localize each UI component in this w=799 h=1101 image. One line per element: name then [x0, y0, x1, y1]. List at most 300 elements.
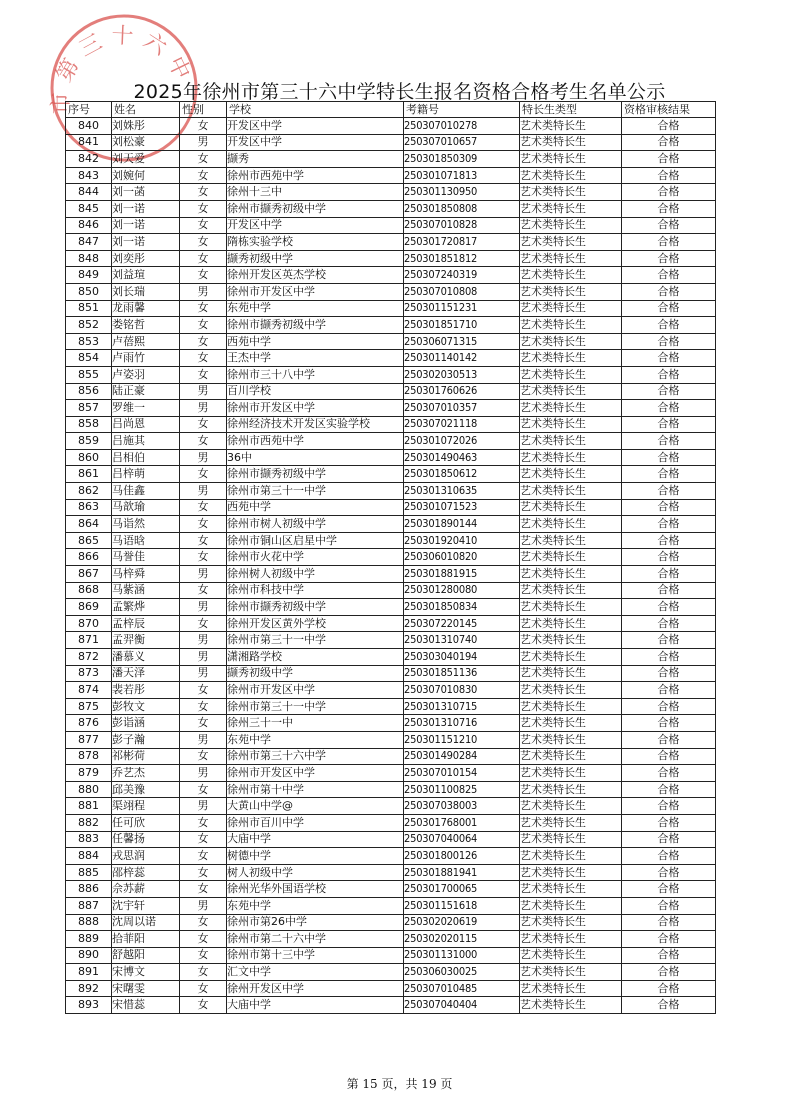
header-exam-id: 考籍号 — [404, 102, 520, 118]
cell-type: 艺术类特长生 — [520, 881, 622, 898]
table-row — [66, 383, 716, 400]
cell-sex: 男 — [180, 632, 227, 649]
cell-school: 树德中学 — [227, 848, 404, 865]
cell-name: 孟梓辰 — [112, 615, 180, 632]
cell-name: 彭诣涵 — [112, 715, 180, 732]
cell-exam-id: 250301072026 — [404, 433, 520, 450]
cell-name: 邵梓蕊 — [112, 864, 180, 881]
cell-school: 徐州市第三十一中学 — [227, 632, 404, 649]
cell-no: 853 — [66, 333, 112, 350]
cell-exam-id: 250301720817 — [404, 234, 520, 251]
cell-exam-id: 250301851710 — [404, 317, 520, 334]
cell-school: 徐州市三十八中学 — [227, 366, 404, 383]
cell-name: 娄铭哲 — [112, 317, 180, 334]
cell-name: 沈宇轩 — [112, 897, 180, 914]
cell-result: 合格 — [622, 582, 716, 599]
cell-sex: 女 — [180, 931, 227, 948]
cell-no: 881 — [66, 798, 112, 815]
cell-name: 潘天泽 — [112, 665, 180, 682]
cell-name: 宋惜蕊 — [112, 997, 180, 1014]
cell-name: 拾菲阳 — [112, 931, 180, 948]
cell-exam-id: 250301310715 — [404, 698, 520, 715]
table-row — [66, 134, 716, 151]
cell-result: 合格 — [622, 267, 716, 284]
cell-exam-id: 250301890144 — [404, 516, 520, 533]
cell-exam-id: 250301920410 — [404, 532, 520, 549]
table-row — [66, 234, 716, 251]
cell-school: 百川学校 — [227, 383, 404, 400]
cell-name: 邱美豫 — [112, 781, 180, 798]
cell-name: 刘长瑞 — [112, 283, 180, 300]
cell-sex: 女 — [180, 118, 227, 135]
cell-result: 合格 — [622, 217, 716, 234]
cell-exam-id: 250301490463 — [404, 449, 520, 466]
cell-name: 渠翊程 — [112, 798, 180, 815]
cell-no: 843 — [66, 167, 112, 184]
cell-sex: 男 — [180, 566, 227, 583]
cell-name: 龙雨馨 — [112, 300, 180, 317]
cell-sex: 女 — [180, 516, 227, 533]
cell-sex: 男 — [180, 449, 227, 466]
cell-exam-id: 250306010820 — [404, 549, 520, 566]
cell-name: 刘婉何 — [112, 167, 180, 184]
cell-name: 刘姝彤 — [112, 118, 180, 135]
cell-exam-id: 250301310635 — [404, 483, 520, 500]
header-name: 姓名 — [112, 102, 180, 118]
cell-name: 罗维一 — [112, 400, 180, 417]
cell-name: 马诣然 — [112, 516, 180, 533]
table-row — [66, 400, 716, 417]
cell-name: 孟繁烨 — [112, 599, 180, 616]
cell-no: 865 — [66, 532, 112, 549]
cell-school: 徐州市撷秀初级中学 — [227, 599, 404, 616]
cell-exam-id: 250301100825 — [404, 781, 520, 798]
table-row — [66, 914, 716, 931]
cell-exam-id: 250301850612 — [404, 466, 520, 483]
cell-result: 合格 — [622, 665, 716, 682]
cell-type: 艺术类特长生 — [520, 118, 622, 135]
cell-result: 合格 — [622, 980, 716, 997]
candidate-table — [65, 101, 716, 1014]
cell-no: 849 — [66, 267, 112, 284]
table-row — [66, 864, 716, 881]
cell-exam-id: 250301151618 — [404, 897, 520, 914]
cell-result: 合格 — [622, 300, 716, 317]
cell-no: 848 — [66, 250, 112, 267]
cell-exam-id: 250302020619 — [404, 914, 520, 931]
cell-type: 艺术类特长生 — [520, 831, 622, 848]
table-row — [66, 151, 716, 168]
cell-name: 宋博文 — [112, 964, 180, 981]
cell-type: 艺术类特长生 — [520, 814, 622, 831]
cell-type: 艺术类特长生 — [520, 250, 622, 267]
cell-result: 合格 — [622, 516, 716, 533]
table-row — [66, 964, 716, 981]
cell-result: 合格 — [622, 383, 716, 400]
header-result: 资格审核结果 — [622, 102, 716, 118]
cell-school: 开发区中学 — [227, 217, 404, 234]
cell-type: 艺术类特长生 — [520, 267, 622, 284]
cell-name: 刘奕彤 — [112, 250, 180, 267]
cell-sex: 女 — [180, 200, 227, 217]
cell-sex: 女 — [180, 980, 227, 997]
cell-result: 合格 — [622, 848, 716, 865]
table-row — [66, 217, 716, 234]
cell-type: 艺术类特长生 — [520, 897, 622, 914]
table-row — [66, 831, 716, 848]
cell-no: 893 — [66, 997, 112, 1014]
cell-sex: 女 — [180, 217, 227, 234]
cell-no: 873 — [66, 665, 112, 682]
table-row — [66, 200, 716, 217]
cell-exam-id: 250301850309 — [404, 151, 520, 168]
cell-sex: 女 — [180, 814, 227, 831]
cell-sex: 女 — [180, 366, 227, 383]
cell-school: 徐州市撷秀初级中学 — [227, 466, 404, 483]
table-row — [66, 366, 716, 383]
cell-exam-id: 250301280080 — [404, 582, 520, 599]
cell-sex: 男 — [180, 483, 227, 500]
cell-no: 840 — [66, 118, 112, 135]
cell-school: 徐州市开发区中学 — [227, 682, 404, 699]
cell-type: 艺术类特长生 — [520, 433, 622, 450]
cell-school: 徐州市树人初级中学 — [227, 516, 404, 533]
cell-no: 862 — [66, 483, 112, 500]
table-row — [66, 267, 716, 284]
cell-exam-id: 250307010485 — [404, 980, 520, 997]
cell-no: 855 — [66, 366, 112, 383]
cell-result: 合格 — [622, 931, 716, 948]
cell-no: 883 — [66, 831, 112, 848]
cell-type: 艺术类特长生 — [520, 466, 622, 483]
cell-exam-id: 250301131000 — [404, 947, 520, 964]
cell-school: 东苑中学 — [227, 897, 404, 914]
cell-name: 佘苏薪 — [112, 881, 180, 898]
cell-exam-id: 250302030513 — [404, 366, 520, 383]
cell-school: 撷秀初级中学 — [227, 665, 404, 682]
cell-type: 艺术类特长生 — [520, 997, 622, 1014]
cell-type: 艺术类特长生 — [520, 317, 622, 334]
cell-exam-id: 250307010357 — [404, 400, 520, 417]
cell-name: 舒越阳 — [112, 947, 180, 964]
table-row — [66, 665, 716, 682]
cell-no: 852 — [66, 317, 112, 334]
cell-sex: 男 — [180, 731, 227, 748]
cell-name: 刘一菡 — [112, 184, 180, 201]
cell-no: 863 — [66, 499, 112, 516]
cell-exam-id: 250301851136 — [404, 665, 520, 682]
cell-exam-id: 250301151210 — [404, 731, 520, 748]
cell-type: 艺术类特长生 — [520, 582, 622, 599]
cell-name: 刘一诺 — [112, 234, 180, 251]
cell-type: 艺术类特长生 — [520, 731, 622, 748]
cell-school: 徐州市开发区中学 — [227, 765, 404, 782]
cell-exam-id: 250307010830 — [404, 682, 520, 699]
cell-name: 吕施其 — [112, 433, 180, 450]
cell-exam-id: 250307010657 — [404, 134, 520, 151]
cell-name: 卢雨竹 — [112, 350, 180, 367]
cell-exam-id: 250307040404 — [404, 997, 520, 1014]
cell-school: 徐州市第三十一中学 — [227, 483, 404, 500]
cell-school: 王杰中学 — [227, 350, 404, 367]
table-row — [66, 300, 716, 317]
cell-result: 合格 — [622, 118, 716, 135]
cell-no: 859 — [66, 433, 112, 450]
cell-exam-id: 250301310740 — [404, 632, 520, 649]
cell-no: 846 — [66, 217, 112, 234]
cell-exam-id: 250307010154 — [404, 765, 520, 782]
cell-exam-id: 250301800126 — [404, 848, 520, 865]
table-row — [66, 449, 716, 466]
cell-school: 撷秀初级中学 — [227, 250, 404, 267]
cell-type: 艺术类特长生 — [520, 649, 622, 666]
cell-name: 祁彬荷 — [112, 748, 180, 765]
cell-sex: 女 — [180, 864, 227, 881]
table-body — [66, 118, 716, 1014]
cell-exam-id: 250307038003 — [404, 798, 520, 815]
table-row — [66, 682, 716, 699]
cell-sex: 女 — [180, 848, 227, 865]
table-row — [66, 549, 716, 566]
cell-exam-id: 250303040194 — [404, 649, 520, 666]
cell-no: 867 — [66, 566, 112, 583]
cell-type: 艺术类特长生 — [520, 134, 622, 151]
cell-sex: 女 — [180, 333, 227, 350]
cell-sex: 男 — [180, 599, 227, 616]
cell-name: 陆正豪 — [112, 383, 180, 400]
cell-name: 卢蓓熙 — [112, 333, 180, 350]
cell-no: 892 — [66, 980, 112, 997]
cell-no: 887 — [66, 897, 112, 914]
cell-type: 艺术类特长生 — [520, 765, 622, 782]
cell-no: 875 — [66, 698, 112, 715]
header-type: 特长生类型 — [520, 102, 622, 118]
cell-type: 艺术类特长生 — [520, 698, 622, 715]
table-row — [66, 566, 716, 583]
cell-name: 吕梓萌 — [112, 466, 180, 483]
table-row — [66, 980, 716, 997]
cell-no: 842 — [66, 151, 112, 168]
cell-result: 合格 — [622, 748, 716, 765]
cell-exam-id: 250307010808 — [404, 283, 520, 300]
cell-sex: 女 — [180, 250, 227, 267]
cell-school: 徐州市开发区中学 — [227, 283, 404, 300]
cell-type: 艺术类特长生 — [520, 798, 622, 815]
cell-no: 879 — [66, 765, 112, 782]
cell-result: 合格 — [622, 649, 716, 666]
cell-school: 大黄山中学@ — [227, 798, 404, 815]
cell-name: 彭子瀚 — [112, 731, 180, 748]
cell-school: 隋栋实验学校 — [227, 234, 404, 251]
cell-sex: 女 — [180, 167, 227, 184]
cell-no: 871 — [66, 632, 112, 649]
cell-sex: 女 — [180, 582, 227, 599]
cell-school: 树人初级中学 — [227, 864, 404, 881]
cell-exam-id: 250307010278 — [404, 118, 520, 135]
cell-exam-id: 250301700065 — [404, 881, 520, 898]
cell-type: 艺术类特长生 — [520, 566, 622, 583]
cell-name: 任可欣 — [112, 814, 180, 831]
cell-result: 合格 — [622, 433, 716, 450]
cell-type: 艺术类特长生 — [520, 947, 622, 964]
cell-result: 合格 — [622, 283, 716, 300]
cell-no: 872 — [66, 649, 112, 666]
cell-no: 877 — [66, 731, 112, 748]
cell-school: 徐州市西苑中学 — [227, 167, 404, 184]
cell-sex: 女 — [180, 997, 227, 1014]
cell-result: 合格 — [622, 449, 716, 466]
cell-sex: 女 — [180, 416, 227, 433]
cell-result: 合格 — [622, 814, 716, 831]
cell-sex: 女 — [180, 350, 227, 367]
cell-sex: 女 — [180, 831, 227, 848]
cell-result: 合格 — [622, 566, 716, 583]
cell-result: 合格 — [622, 483, 716, 500]
cell-result: 合格 — [622, 765, 716, 782]
cell-result: 合格 — [622, 416, 716, 433]
cell-result: 合格 — [622, 200, 716, 217]
cell-exam-id: 250301310716 — [404, 715, 520, 732]
cell-school: 潇湘路学校 — [227, 649, 404, 666]
cell-type: 艺术类特长生 — [520, 383, 622, 400]
cell-no: 888 — [66, 914, 112, 931]
cell-no: 869 — [66, 599, 112, 616]
cell-name: 马梓舜 — [112, 566, 180, 583]
header-no: 序号 — [66, 102, 112, 118]
cell-school: 徐州市第26中学 — [227, 914, 404, 931]
cell-result: 合格 — [622, 682, 716, 699]
cell-name: 马佳鑫 — [112, 483, 180, 500]
cell-type: 艺术类特长生 — [520, 350, 622, 367]
cell-school: 开发区中学 — [227, 118, 404, 135]
table-row — [66, 814, 716, 831]
cell-name: 乔艺杰 — [112, 765, 180, 782]
cell-no: 858 — [66, 416, 112, 433]
cell-school: 徐州市第二十六中学 — [227, 931, 404, 948]
cell-result: 合格 — [622, 881, 716, 898]
cell-type: 艺术类特长生 — [520, 964, 622, 981]
cell-result: 合格 — [622, 333, 716, 350]
page-title: 2025年徐州市第三十六中学特长生报名资格合格考生名单公示 — [133, 81, 666, 103]
table-row — [66, 748, 716, 765]
cell-type: 艺术类特长生 — [520, 715, 622, 732]
cell-result: 合格 — [622, 599, 716, 616]
cell-school: 徐州市开发区中学 — [227, 400, 404, 417]
cell-no: 861 — [66, 466, 112, 483]
cell-school: 撷秀 — [227, 151, 404, 168]
table-row — [66, 582, 716, 599]
cell-type: 艺术类特长生 — [520, 516, 622, 533]
cell-name: 吕相伯 — [112, 449, 180, 466]
cell-name: 马歆瑜 — [112, 499, 180, 516]
cell-school: 西苑中学 — [227, 499, 404, 516]
table-row — [66, 184, 716, 201]
cell-exam-id: 250301850808 — [404, 200, 520, 217]
table-row — [66, 516, 716, 533]
cell-result: 合格 — [622, 366, 716, 383]
cell-no: 886 — [66, 881, 112, 898]
cell-no: 844 — [66, 184, 112, 201]
cell-no: 850 — [66, 283, 112, 300]
cell-result: 合格 — [622, 167, 716, 184]
cell-result: 合格 — [622, 350, 716, 367]
cell-no: 876 — [66, 715, 112, 732]
cell-no: 845 — [66, 200, 112, 217]
cell-sex: 女 — [180, 267, 227, 284]
seal-text: 市第三十六中 — [48, 23, 198, 115]
cell-type: 艺术类特长生 — [520, 283, 622, 300]
cell-name: 刘松豪 — [112, 134, 180, 151]
cell-type: 艺术类特长生 — [520, 400, 622, 417]
cell-sex: 男 — [180, 283, 227, 300]
cell-sex: 女 — [180, 549, 227, 566]
cell-exam-id: 250301760626 — [404, 383, 520, 400]
cell-result: 合格 — [622, 250, 716, 267]
cell-sex: 男 — [180, 798, 227, 815]
cell-no: 891 — [66, 964, 112, 981]
cell-exam-id: 250301490284 — [404, 748, 520, 765]
cell-result: 合格 — [622, 715, 716, 732]
cell-type: 艺术类特长生 — [520, 864, 622, 881]
cell-school: 徐州市第十中学 — [227, 781, 404, 798]
cell-type: 艺术类特长生 — [520, 234, 622, 251]
table-row — [66, 416, 716, 433]
cell-sex: 女 — [180, 532, 227, 549]
cell-no: 870 — [66, 615, 112, 632]
cell-type: 艺术类特长生 — [520, 200, 622, 217]
table-row — [66, 698, 716, 715]
cell-result: 合格 — [622, 914, 716, 931]
cell-no: 878 — [66, 748, 112, 765]
cell-no: 880 — [66, 781, 112, 798]
header-sex: 性别 — [180, 102, 227, 118]
cell-no: 864 — [66, 516, 112, 533]
cell-no: 889 — [66, 931, 112, 948]
cell-sex: 男 — [180, 400, 227, 417]
cell-no: 860 — [66, 449, 112, 466]
table-row — [66, 599, 716, 616]
table-row — [66, 715, 716, 732]
cell-sex: 女 — [180, 317, 227, 334]
table-row — [66, 947, 716, 964]
cell-name: 孟羿衡 — [112, 632, 180, 649]
cell-result: 合格 — [622, 698, 716, 715]
cell-sex: 男 — [180, 649, 227, 666]
cell-exam-id: 250307010828 — [404, 217, 520, 234]
cell-result: 合格 — [622, 897, 716, 914]
cell-result: 合格 — [622, 532, 716, 549]
cell-exam-id: 250306071315 — [404, 333, 520, 350]
cell-sex: 女 — [180, 881, 227, 898]
cell-type: 艺术类特长生 — [520, 549, 622, 566]
cell-school: 徐州市科技中学 — [227, 582, 404, 599]
cell-type: 艺术类特长生 — [520, 217, 622, 234]
cell-name: 潘慕义 — [112, 649, 180, 666]
cell-school: 徐州市火花中学 — [227, 549, 404, 566]
cell-no: 841 — [66, 134, 112, 151]
cell-exam-id: 250302020115 — [404, 931, 520, 948]
cell-sex: 女 — [180, 781, 227, 798]
cell-school: 徐州十三中 — [227, 184, 404, 201]
cell-sex: 男 — [180, 134, 227, 151]
cell-result: 合格 — [622, 134, 716, 151]
cell-school: 徐州光华外国语学校 — [227, 881, 404, 898]
cell-school: 开发区中学 — [227, 134, 404, 151]
cell-sex: 女 — [180, 914, 227, 931]
cell-name: 卢姿羽 — [112, 366, 180, 383]
cell-school: 汇文中学 — [227, 964, 404, 981]
cell-sex: 女 — [180, 184, 227, 201]
